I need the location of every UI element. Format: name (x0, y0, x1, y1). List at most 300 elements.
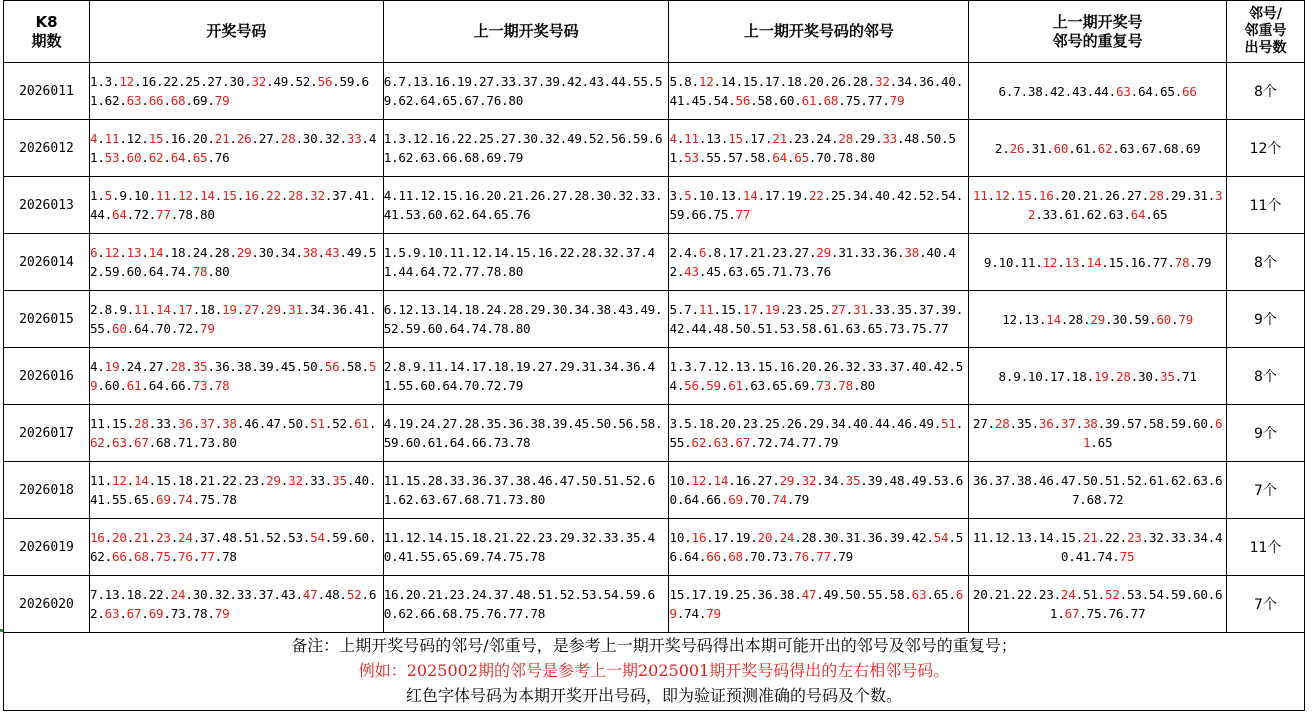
repeats-cell[interactable]: 9.10.11.12.13.14.15.16.77.78.79 (969, 234, 1227, 291)
prev-draw-cell[interactable]: 11.15.28.33.36.37.38.46.47.50.51.52.61.62.63.67.68.71.73.80 (383, 462, 669, 519)
number: 60 (126, 264, 142, 279)
number: 25 (830, 188, 846, 203)
number: 75 (1119, 549, 1135, 564)
number: 68 (823, 93, 839, 108)
number: 28 (280, 131, 296, 146)
number: 7 (89, 587, 98, 602)
note-box[interactable] (3, 631, 1305, 711)
header-count[interactable] (1227, 1, 1305, 63)
number: 63 (1119, 140, 1135, 156)
number: 5 (669, 302, 677, 317)
number: 35 (1160, 368, 1175, 384)
period-cell[interactable]: 2026017 (4, 405, 90, 462)
prev-draw-cell[interactable]: 6.12.13.14.18.24.28.29.30.34.38.43.49.52.59.60.64.74.78.80 (383, 291, 669, 348)
repeats-cell[interactable]: 12.13.14.28.29.30.59.60.79 (969, 291, 1227, 348)
repeats-cell[interactable]: 27.28.35.36.37.38.39.57.58.59.60.61.65 (969, 405, 1227, 462)
neighbors-cell[interactable]: 3.5.10.13.14.17.19.22.25.34.40.42.52.54.59.66.75.77 (669, 177, 969, 234)
number: 78 (192, 264, 208, 279)
number: 20 (111, 530, 127, 545)
cell-selection-marker (0, 629, 3, 632)
number: 77 (1152, 254, 1168, 270)
number: 3 (669, 188, 677, 203)
prev-draw-cell[interactable]: 2.8.9.11.14.17.18.19.27.29.31.34.36.41.55.60.64.70.72.79 (383, 348, 669, 405)
number: 53 (779, 321, 795, 336)
number: 13 (104, 587, 120, 602)
table-row (4, 120, 1305, 177)
number: 22 (266, 188, 281, 203)
number: 34 (852, 188, 868, 203)
spreadsheet (3, 0, 1305, 716)
prev-draw-cell[interactable]: 1.3.12.16.22.25.27.30.32.49.52.56.59.61.62.63.66.68.69.79 (383, 120, 669, 177)
number: 15 (1016, 188, 1032, 203)
number: 19 (764, 302, 780, 317)
number: 66 (706, 492, 721, 507)
number: 23 (742, 416, 758, 431)
number: 78 (192, 606, 208, 621)
number: 51 (244, 530, 259, 545)
number: 62 (1086, 207, 1102, 222)
number: 38 (1027, 83, 1043, 99)
number: 73 (794, 264, 809, 279)
number: 57 (728, 150, 743, 165)
header-prev-draw[interactable]: 上一期开奖号码 (383, 1, 669, 63)
number: 33 (346, 131, 362, 146)
number: 76 (214, 150, 230, 165)
number: 48 (889, 473, 905, 488)
number: 25 (764, 416, 780, 431)
number: 45 (691, 93, 707, 108)
number: 31 (852, 302, 868, 317)
number: 16 (691, 530, 707, 545)
number: 30 (229, 74, 245, 89)
number: 77 (816, 549, 831, 564)
number: 49 (346, 245, 362, 260)
number: 19 (1093, 368, 1109, 384)
number: 46 (1038, 473, 1054, 488)
repeats-cell[interactable]: 20.21.22.23.24.51.52.53.54.59.60.61.67.75.76.77 (969, 576, 1227, 633)
period-cell[interactable]: 2026016 (4, 348, 90, 405)
number: 17 (764, 74, 780, 89)
number: 31 (1193, 188, 1208, 203)
number: 34 (310, 302, 325, 317)
number: 4 (89, 359, 98, 374)
number: 80 (222, 435, 237, 450)
number: 20 (972, 587, 988, 602)
number: 17 (764, 188, 780, 203)
number: 78 (222, 549, 237, 564)
number: 42 (897, 188, 912, 203)
neighbors-cell[interactable]: 10.16.17.19.20.24.28.30.31.36.39.42.54.56.64.66.68.70.73.76.77.79 (669, 519, 969, 576)
number: 67 (1071, 473, 1223, 507)
period-cell[interactable]: 2026015 (4, 291, 90, 348)
number: 77 (200, 549, 215, 564)
number: 50 (288, 416, 303, 431)
draw-cell[interactable]: 6.12.13.14.18.24.28.29.30.34.38.43.49.52.59.60.64.74.78.80 (89, 234, 383, 291)
prev-draw-cell[interactable]: 16.20.21.23.24.37.48.51.52.53.54.59.60.62.66.68.75.76.77.78 (383, 576, 669, 633)
count-cell[interactable]: 7个 (1227, 462, 1305, 519)
note-line-2: 例如：2025002期的邻号是参考上一期2025001期开奖号码得出的左右相邻号码。 (358, 661, 950, 680)
number: 25 (808, 302, 824, 317)
number: 74 (684, 606, 699, 621)
number: 67 (1141, 140, 1157, 156)
number: 69 (156, 492, 171, 507)
number: 3 (669, 416, 677, 431)
number: 40 (852, 416, 868, 431)
number: 35 (845, 473, 861, 488)
number: 16 (779, 359, 795, 374)
header-prev-repeats[interactable] (969, 1, 1227, 63)
number: 61 (823, 321, 839, 336)
number: 63 (1108, 207, 1124, 222)
number: 59 (89, 359, 377, 393)
number: 17 (713, 530, 729, 545)
number: 29 (236, 245, 252, 260)
number: 65 (1097, 435, 1113, 450)
draw-cell[interactable]: 4.19.24.27.28.35.36.38.39.45.50.56.58.59.60.61.64.66.73.78 (89, 348, 383, 405)
number: 12 (178, 188, 193, 203)
number: 54 (941, 188, 956, 203)
number: 42 (669, 245, 956, 279)
number: 65 (1160, 83, 1175, 99)
count-cell[interactable]: 9个 (1227, 291, 1305, 348)
number: 59 (332, 530, 347, 545)
number: 55 (867, 587, 883, 602)
number: 60 (1053, 140, 1069, 156)
period-cell[interactable]: 2026011 (4, 63, 90, 120)
number: 18 (126, 587, 142, 602)
number: 3 (684, 359, 692, 374)
number: 61 (801, 93, 817, 108)
number: 17 (742, 302, 758, 317)
number: 39 (889, 530, 905, 545)
number: 64 (772, 150, 787, 165)
number: 35 (897, 302, 912, 317)
number: 51 (757, 321, 773, 336)
number: 32 (214, 587, 230, 602)
number: 77 (867, 93, 883, 108)
number: 50 (845, 587, 861, 602)
number: 15 (1060, 530, 1076, 545)
number: 35 (192, 359, 208, 374)
number: 64 (1130, 207, 1146, 222)
number: 27 (207, 74, 223, 89)
number: 13 (706, 131, 721, 146)
number: 56 (735, 93, 751, 108)
number: 44 (89, 207, 105, 222)
number: 79 (706, 606, 721, 621)
number: 28 (1148, 188, 1164, 203)
number: 14 (148, 245, 164, 260)
number: 28 (994, 416, 1010, 431)
number: 79 (889, 93, 905, 108)
number: 65 (134, 492, 149, 507)
count-cell[interactable]: 12个 (1227, 120, 1305, 177)
number: 13 (735, 359, 751, 374)
header-prev-neighbors[interactable]: 上一期开奖号码的邻号 (669, 1, 969, 63)
number: 56 (324, 359, 340, 374)
prev-draw-cell[interactable]: 6.7.13.16.19.27.33.37.39.42.43.44.55.59.62.64.65.67.76.80 (383, 63, 669, 120)
number: 48 (222, 530, 237, 545)
number: 24 (178, 530, 193, 545)
count-cell[interactable]: 8个 (1227, 63, 1305, 120)
number: 73 (170, 606, 186, 621)
number: 33 (156, 416, 171, 431)
repeats-cell[interactable]: 2.26.31.60.61.62.63.67.68.69 (969, 120, 1227, 177)
period-cell[interactable]: 2026019 (4, 519, 90, 576)
number: 36 (332, 302, 347, 317)
number: 50 (926, 131, 942, 146)
period-cell[interactable]: 2026014 (4, 234, 90, 291)
number: 40 (926, 245, 942, 260)
number: 61 (1148, 473, 1164, 488)
number: 51 (1082, 587, 1098, 602)
number: 21 (1082, 530, 1098, 545)
number: 65 (750, 264, 765, 279)
number: 36 (972, 473, 988, 488)
count-cell[interactable]: 7个 (1227, 576, 1305, 633)
number: 23 (244, 473, 259, 488)
number: 23 (786, 302, 802, 317)
number: 67 (126, 606, 142, 621)
prev-draw-cell[interactable]: 1.5.9.10.11.12.14.15.16.22.28.32.37.41.44.64.72.77.78.80 (383, 234, 669, 291)
number: 58 (889, 587, 905, 602)
period-cell[interactable]: 2026013 (4, 177, 90, 234)
draw-cell[interactable]: 11.15.28.33.36.37.38.46.47.50.51.52.61.62.63.67.68.71.73.80 (89, 405, 383, 462)
number: 59 (104, 264, 120, 279)
number: 37 (258, 587, 274, 602)
number: 59 (339, 74, 355, 89)
number: 63 (126, 93, 142, 108)
number: 19 (786, 188, 802, 203)
number: 33 (310, 473, 325, 488)
draw-cell[interactable]: 16.20.21.23.24.37.48.51.52.53.54.59.60.62.66.68.75.76.77.78 (89, 519, 383, 576)
number: 68 (1086, 492, 1102, 507)
number: 2 (994, 140, 1003, 156)
draw-cell[interactable]: 1.3.12.16.22.25.27.30.32.49.52.56.59.61.62.63.66.68.69.79 (89, 63, 383, 120)
number: 75 (713, 207, 729, 222)
number: 52 (295, 74, 311, 89)
number: 29 (1171, 188, 1186, 203)
number: 10 (998, 254, 1014, 270)
neighbors-cell[interactable]: 5.7.11.15.17.19.23.25.27.31.33.35.37.39.42.44.48.50.51.53.58.61.63.65.73.75.77 (669, 291, 969, 348)
count-cell[interactable]: 11个 (1227, 519, 1305, 576)
number: 55 (706, 150, 721, 165)
number: 8 (998, 368, 1006, 384)
draw-cell[interactable]: 2.8.9.11.14.17.18.19.27.29.31.34.36.41.55.60.64.70.72.79 (89, 291, 383, 348)
draw-cell[interactable]: 11.12.14.15.18.21.22.23.29.32.33.35.40.41.55.65.69.74.75.78 (89, 462, 383, 519)
number: 55 (669, 435, 685, 450)
number: 69 (1185, 140, 1201, 156)
number: 43 (280, 587, 296, 602)
table-row (4, 576, 1305, 633)
repeats-cell[interactable]: 11.12.13.14.15.21.22.23.32.33.34.40.41.74.75 (969, 519, 1227, 576)
draw-cell[interactable]: 4.11.12.15.16.20.21.26.27.28.30.32.33.41.53.60.62.64.65.76 (89, 120, 383, 177)
draw-cell[interactable]: 7.13.18.22.24.30.32.33.37.43.47.48.52.62.63.67.69.73.78.79 (89, 576, 383, 633)
number: 25 (735, 587, 751, 602)
number: 25 (185, 74, 201, 89)
number: 26 (1104, 188, 1120, 203)
number: 74 (170, 264, 186, 279)
period-cell[interactable]: 2026018 (4, 462, 90, 519)
number: 46 (244, 416, 259, 431)
number: 11 (684, 131, 699, 146)
number: 72 (757, 435, 773, 450)
prev-draw-cell[interactable]: 4.11.12.15.16.20.21.26.27.28.30.32.33.41.53.60.62.64.65.76 (383, 177, 669, 234)
lottery-table (3, 0, 1305, 633)
draw-cell[interactable]: 1.5.9.10.11.12.14.15.16.22.28.32.37.41.44.64.72.77.78.80 (89, 177, 383, 234)
number: 60 (126, 150, 142, 165)
number: 78 (178, 207, 193, 222)
neighbors-cell[interactable]: 3.5.18.20.23.25.26.29.34.40.44.46.49.51.55.62.63.67.72.74.77.79 (669, 405, 969, 462)
header-period[interactable] (4, 1, 90, 63)
number: 53 (1126, 587, 1142, 602)
neighbors-cell[interactable]: 4.11.13.15.17.21.23.24.28.29.33.48.50.51.53.55.57.58.64.65.70.78.80 (669, 120, 969, 177)
number: 34 (1193, 530, 1208, 545)
number: 45 (706, 264, 721, 279)
number: 64 (684, 492, 699, 507)
number: 10 (669, 473, 685, 488)
number: 61 (126, 378, 142, 393)
number: 12 (1042, 254, 1058, 270)
number: 71 (1182, 368, 1197, 384)
number: 63 (104, 606, 120, 621)
table-row (4, 348, 1305, 405)
number: 14 (134, 473, 149, 488)
number: 12 (104, 245, 120, 260)
number: 29 (808, 416, 824, 431)
number: 63 (111, 435, 127, 450)
neighbors-cell[interactable]: 15.17.19.25.36.38.47.49.50.55.58.63.65.69.74.79 (669, 576, 969, 633)
number: 71 (772, 264, 787, 279)
number: 62 (148, 150, 164, 165)
number: 50 (1082, 473, 1098, 488)
number: 29 (860, 131, 875, 146)
number: 53 (288, 530, 303, 545)
number: 64 (1138, 83, 1153, 99)
number: 75 (1086, 606, 1102, 621)
number: 34 (280, 245, 296, 260)
number: 32 (310, 188, 325, 203)
count-cell[interactable]: 8个 (1227, 348, 1305, 405)
number: 27 (794, 245, 809, 260)
number: 53 (684, 150, 699, 165)
repeats-cell[interactable]: 8.9.10.17.18.19.28.30.35.71 (969, 348, 1227, 405)
number: 31 (838, 245, 853, 260)
header-count-line3: 出号数 (1244, 40, 1287, 56)
number: 64 (148, 264, 164, 279)
number: 32 (845, 359, 861, 374)
number: 28 (1068, 311, 1083, 327)
header-period-line2: 期数 (31, 31, 62, 50)
number: 58 (1148, 416, 1164, 431)
period-cell[interactable]: 2026012 (4, 120, 90, 177)
number: 49 (823, 587, 839, 602)
number: 74 (178, 492, 193, 507)
number: 37 (332, 188, 347, 203)
number: 32 (251, 74, 267, 89)
number: 19 (104, 359, 120, 374)
count-cell[interactable]: 9个 (1227, 405, 1305, 462)
number: 69 (192, 93, 208, 108)
number: 4 (669, 131, 677, 146)
neighbors-cell[interactable]: 10.12.14.16.27.29.32.34.35.39.48.49.53.60.64.66.69.70.74.79 (669, 462, 969, 519)
neighbors-cell[interactable]: 5.8.12.14.15.17.18.20.26.28.32.34.36.40.41.45.54.56.58.60.61.68.75.77.79 (669, 63, 969, 120)
neighbors-cell[interactable]: 1.3.7.12.13.15.16.20.26.32.33.37.40.42.54.56.59.61.63.65.69.73.78.80 (669, 348, 969, 405)
number: 34 (897, 74, 912, 89)
number: 11 (972, 530, 988, 545)
number: 65 (192, 150, 208, 165)
header-draw[interactable]: 开奖号码 (89, 1, 383, 63)
number: 22 (1016, 587, 1032, 602)
number: 75 (911, 321, 927, 336)
header-prev-repeats-line1: 上一期开奖号 (1052, 12, 1143, 31)
number: 9 (983, 254, 992, 270)
number: 57 (1126, 416, 1142, 431)
number: 4 (89, 131, 98, 146)
number: 15 (757, 359, 773, 374)
number: 37 (200, 530, 215, 545)
number: 14 (720, 74, 736, 89)
number: 35 (1016, 416, 1032, 431)
number: 62 (104, 93, 120, 108)
number: 56 (317, 74, 333, 89)
number: 67 (1064, 606, 1080, 621)
number: 58 (757, 93, 773, 108)
number: 58 (801, 321, 817, 336)
number: 33 (882, 131, 897, 146)
repeats-cell[interactable]: 36.37.38.46.47.50.51.52.61.62.63.67.68.72 (969, 462, 1227, 519)
count-cell[interactable]: 8个 (1227, 234, 1305, 291)
number: 4 (684, 245, 692, 260)
number: 49 (919, 416, 934, 431)
number: 23 (772, 245, 787, 260)
number: 61 (1064, 207, 1080, 222)
prev-draw-cell[interactable]: 11.12.14.15.18.21.22.23.29.32.33.35.40.41.55.65.69.74.75.78 (383, 519, 669, 576)
number: 15 (742, 74, 758, 89)
number: 31 (288, 302, 303, 317)
number: 61 (1075, 140, 1091, 156)
neighbors-cell[interactable]: 2.4.6.8.17.21.23.27.29.31.33.36.38.40.42.43.45.63.65.71.73.76 (669, 234, 969, 291)
number: 12 (1002, 311, 1017, 327)
number: 27 (244, 302, 259, 317)
count-cell[interactable]: 11个 (1227, 177, 1305, 234)
number: 44 (874, 416, 890, 431)
number: 34 (830, 416, 846, 431)
number: 39 (867, 473, 883, 488)
number: 54 (1148, 587, 1164, 602)
number: 79 (794, 492, 809, 507)
number: 42 (933, 359, 949, 374)
number: 21 (772, 131, 787, 146)
number: 77 (801, 435, 817, 450)
period-cell[interactable]: 2026020 (4, 576, 90, 633)
number: 58 (346, 359, 362, 374)
number: 17 (750, 131, 765, 146)
number: 7 (698, 359, 707, 374)
number: 46 (897, 416, 912, 431)
number: 40 (941, 74, 956, 89)
repeats-cell[interactable]: 11.12.15.16.20.21.26.27.28.29.31.32.33.61.62.63.64.65 (969, 177, 1227, 234)
number: 38 (236, 359, 252, 374)
number: 36 (919, 74, 934, 89)
number: 8 (104, 302, 112, 317)
number: 24 (779, 530, 795, 545)
number: 63 (713, 435, 729, 450)
prev-draw-cell[interactable]: 4.19.24.27.28.35.36.38.39.45.50.56.58.59.60.61.64.66.73.78 (383, 405, 669, 462)
repeats-cell[interactable]: 6.7.38.42.43.44.63.64.65.66 (969, 63, 1227, 120)
number: 13 (1016, 530, 1032, 545)
number: 29 (266, 473, 281, 488)
